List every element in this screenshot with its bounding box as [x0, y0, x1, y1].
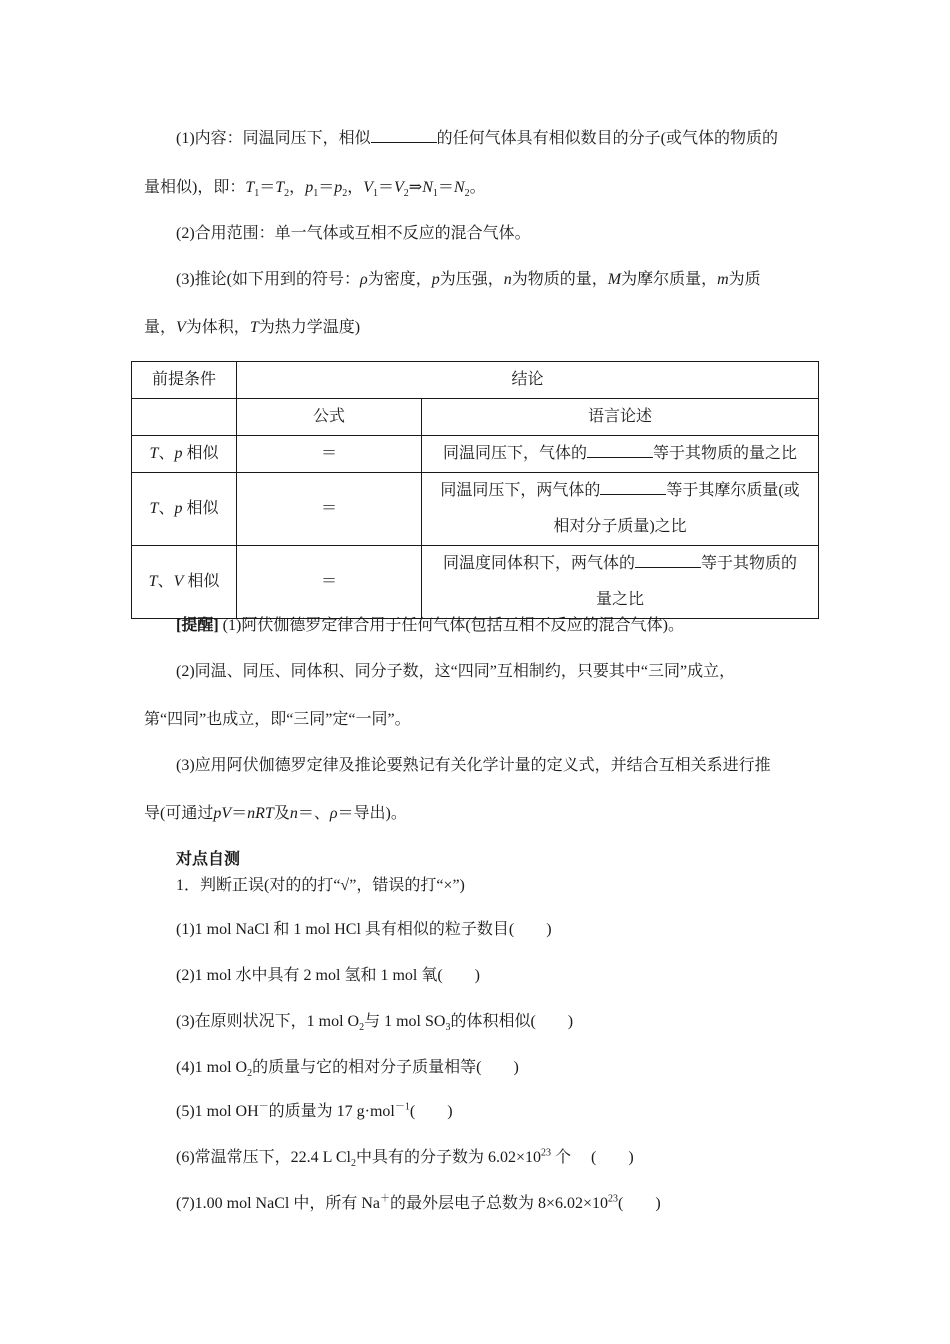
table-subheader-row [132, 399, 819, 436]
fill-blank [600, 480, 666, 495]
law-content-line2: 量相似)，即：$T_1=T_2$，$p_1=p_2$，$V_1=V_2\Rightarrow N_1=N_2$。 [144, 179, 486, 200]
header-conclusion: 结论 [237, 362, 819, 399]
statement-cell: 同温同压下，两气体的 等于其摩尔质量(或 相对分子质量)之比 [422, 473, 819, 546]
table-row [132, 546, 819, 619]
tip-line4: (3)应用阿伏伽德罗定律及推论要熟记有关化学计量的定义式，并结合互相关系进行推 [176, 757, 771, 774]
header-statement: 语言论述 [422, 399, 819, 436]
tip-line3: 第“四同”也成立，即“三同”定“一同”。 [144, 711, 411, 728]
judge-item-6: (6)常温常压下，22.4 L $Cl_2$中具有的分子数为 $6.02\times 10^{23}$ 个 ( ) [176, 1147, 634, 1170]
tip-tag: [提醒] [176, 617, 219, 634]
fill-blank [371, 128, 437, 143]
judge-item-3: (3)在原则状况下，1 mol $O_2$与 1 mol $SO_3$的体积相似( ) [176, 1013, 574, 1034]
premise-cell: T、p 相似 [132, 436, 237, 473]
law-scope: (2)合用范围：单一气体或互相不反应的混合气体。 [176, 225, 531, 242]
table-row [132, 473, 819, 546]
judge-item-1: (1)1 mol NaCl 和 1 mol HCl 具有相似的粒子数目( ) [176, 921, 552, 938]
formula-cell: ＝ [237, 546, 422, 619]
tip-line5: 导(可通过pV＝nRT及n＝、ρ＝导出)。 [144, 805, 407, 822]
formula-cell: ＝ [237, 473, 422, 546]
law-corollary-line2: 量，V为体积，T为热力学温度) [144, 319, 361, 336]
table-header-row [132, 362, 819, 399]
tip-line2: (2)同温、同压、同体积、同分子数，这“四同”互相制约，只要其中“三同”成立， [176, 663, 736, 680]
law-content-line1: (1)内容：同温同压下，相似 的任何气体具有相似数目的分子(或气体的物质的 [176, 130, 779, 147]
judge-item-7: (7)1.00 mol NaCl 中，所有 Na＋的最外层电子总数为 $8\times 6.02\times 10^{23}$( ) [176, 1193, 661, 1212]
fill-blank [635, 553, 701, 568]
judge-item-2: (2)1 mol 水中具有 2 mol 氢和 1 mol 氧( ) [176, 967, 480, 984]
premise-cell: T、p 相似 [132, 473, 237, 546]
question-1: 1．判断正误(对的的打“√”，错误的打“×”) [176, 877, 465, 894]
table-row [132, 436, 819, 473]
formula-cell: ＝ [237, 436, 422, 473]
law-corollary-line1: (3)推论(如下用到的符号：ρ为密度，p为压强，n为物质的量，M为摩尔质量，m为质 [176, 271, 761, 288]
judge-item-4: (4)1 mol $O_2$的质量与它的相对分子质量相等( ) [176, 1059, 519, 1080]
statement-cell: 同温同压下，气体的 等于其物质的量之比 [422, 436, 819, 473]
corollary-table [131, 361, 819, 619]
judge-item-5: (5)1 mol OH－的质量为 17 g·mol$^{-1}$( ) [176, 1101, 453, 1120]
header-formula: 公式 [237, 399, 422, 436]
premise-cell: T、V 相似 [132, 546, 237, 619]
selftest-title: 对点自测 [176, 851, 241, 868]
statement-cell: 同温度同体积下，两气体的 等于其物质的 量之比 [422, 546, 819, 619]
fill-blank [587, 443, 653, 458]
header-premise: 前提条件 [132, 362, 237, 399]
tip-line1: [提醒] (1)阿伏伽德罗定律合用于任何气体(包括互相不反应的混合气体)。 [176, 617, 684, 634]
